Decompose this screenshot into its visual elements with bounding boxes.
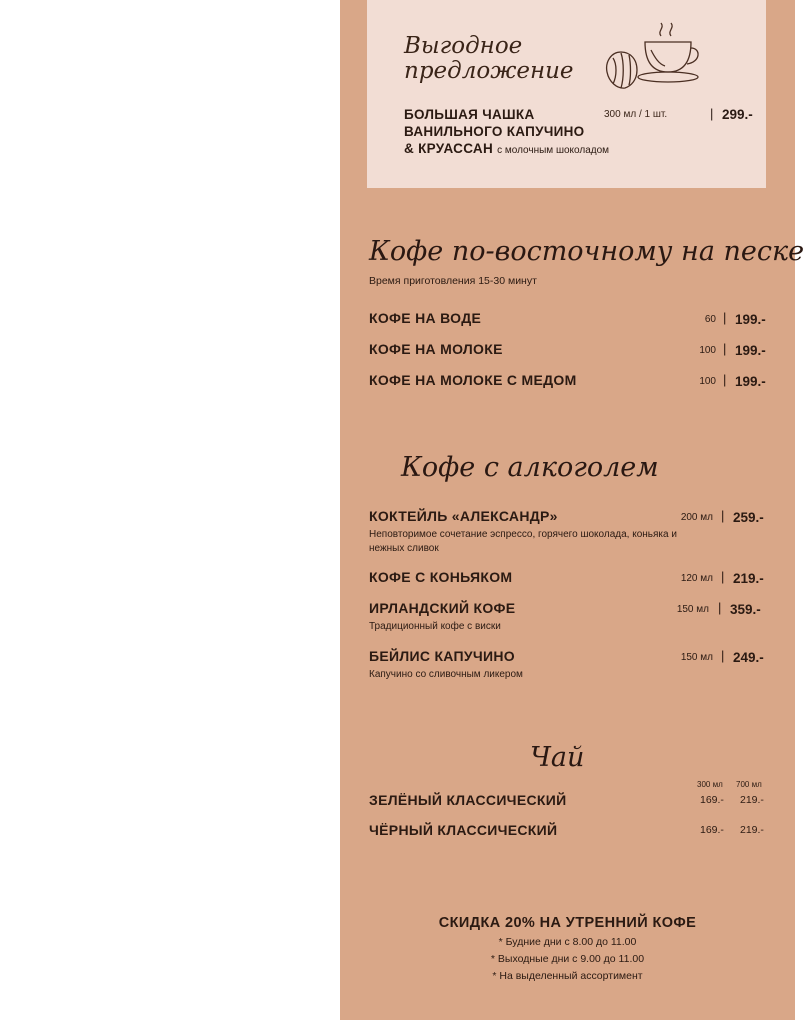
- menu-item-name: ЗЕЛЁНЫЙ КЛАССИЧЕСКИЙ: [369, 792, 567, 808]
- section-title-alcohol-coffee: Кофе с алкоголем: [401, 452, 659, 483]
- menu-item-amount: 100: [699, 345, 716, 356]
- menu-item-name: КОКТЕЙЛЬ «АЛЕКСАНДР»: [369, 508, 558, 524]
- tea-price-large: 219.-: [740, 794, 764, 806]
- price-separator: |: [723, 341, 727, 356]
- menu-item-price: 199.-: [735, 343, 766, 358]
- price-separator: |: [718, 600, 722, 615]
- menu-page: [340, 0, 805, 1020]
- price-separator: |: [723, 372, 727, 387]
- tea-size-large-header: 700 мл: [736, 780, 762, 789]
- discount-line: * На выделенный ассортимент: [492, 970, 643, 982]
- price-separator: |: [721, 648, 725, 663]
- section-title-eastern-coffee: Кофе по-восточному на песке: [369, 236, 805, 267]
- discount-line: * Выходные дни с 9.00 до 11.00: [490, 953, 645, 965]
- menu-item-price: 199.-: [735, 312, 766, 327]
- menu-item-name: БЕЙЛИС КАПУЧИНО: [369, 648, 515, 664]
- offer-title: [404, 34, 604, 84]
- menu-item-amount: 120 мл: [680, 573, 713, 584]
- menu-item-description: Традиционный кофе с виски: [369, 621, 501, 632]
- menu-item-description: Неповторимое сочетание эспрессо, горячего шоколада, коньяка и нежных сливок: [369, 529, 677, 554]
- discount-line: * Будние дни с 8.00 до 11.00: [498, 936, 637, 948]
- offer-name-line3: [404, 140, 644, 159]
- offer-separator: |: [710, 106, 714, 121]
- menu-item-price: 199.-: [735, 374, 766, 389]
- menu-item-name: КОФЕ С КОНЬЯКОМ: [369, 569, 513, 585]
- menu-item-amount: 150 мл: [680, 652, 713, 663]
- tea-price-large: 219.-: [740, 824, 764, 836]
- price-separator: |: [723, 310, 727, 325]
- tea-price-small: 169.-: [700, 824, 724, 836]
- menu-item-price: 219.-: [733, 571, 764, 586]
- menu-item-price: 249.-: [733, 650, 764, 665]
- menu-item-name: ИРЛАНДСКИЙ КОФЕ: [369, 600, 516, 616]
- offer-name-line2: ВАНИЛЬНОГО КАПУЧИНО: [404, 124, 585, 139]
- offer-name-note: с молочным шоколадом: [497, 145, 610, 156]
- menu-item-name: КОФЕ НА МОЛОКЕ: [369, 341, 503, 357]
- offer-title-line2: предложение: [404, 58, 574, 84]
- menu-item-amount: 150 мл: [676, 604, 709, 615]
- menu-item-name: КОФЕ НА МОЛОКЕ С МЕДОМ: [369, 372, 577, 388]
- offer-amount: 300 мл / 1 шт.: [604, 109, 668, 120]
- menu-item-amount: 100: [699, 376, 716, 387]
- special-offer-box: [367, 0, 766, 188]
- eastern-preparation-note: Время приготовления 15-30 минут: [369, 275, 537, 287]
- tea-price-small: 169.-: [700, 794, 724, 806]
- offer-price: 299.-: [722, 107, 753, 122]
- menu-item-price: 259.-: [733, 510, 764, 525]
- offer-name-line1: БОЛЬШАЯ ЧАШКА: [404, 107, 535, 122]
- menu-item-amount: 60: [704, 314, 716, 325]
- menu-item-price: 359.-: [730, 602, 761, 617]
- offer-title-line1: Выгодное: [404, 33, 523, 59]
- price-separator: |: [721, 508, 725, 523]
- offer-name-line3-text: & КРУАССАН: [404, 141, 494, 156]
- croissant-and-cup-icon: [603, 22, 707, 92]
- menu-item-name: КОФЕ НА ВОДЕ: [369, 310, 482, 326]
- section-title-tea: Чай: [530, 742, 585, 773]
- discount-title: СКИДКА 20% НА УТРЕННИЙ КОФЕ: [438, 915, 697, 931]
- tea-size-small-header: 300 мл: [697, 780, 723, 789]
- menu-item-amount: 200 мл: [680, 512, 713, 523]
- price-separator: |: [721, 569, 725, 584]
- menu-item-description: Капучино со сливочным ликером: [369, 669, 523, 680]
- menu-item-name: ЧЁРНЫЙ КЛАССИЧЕСКИЙ: [369, 822, 558, 838]
